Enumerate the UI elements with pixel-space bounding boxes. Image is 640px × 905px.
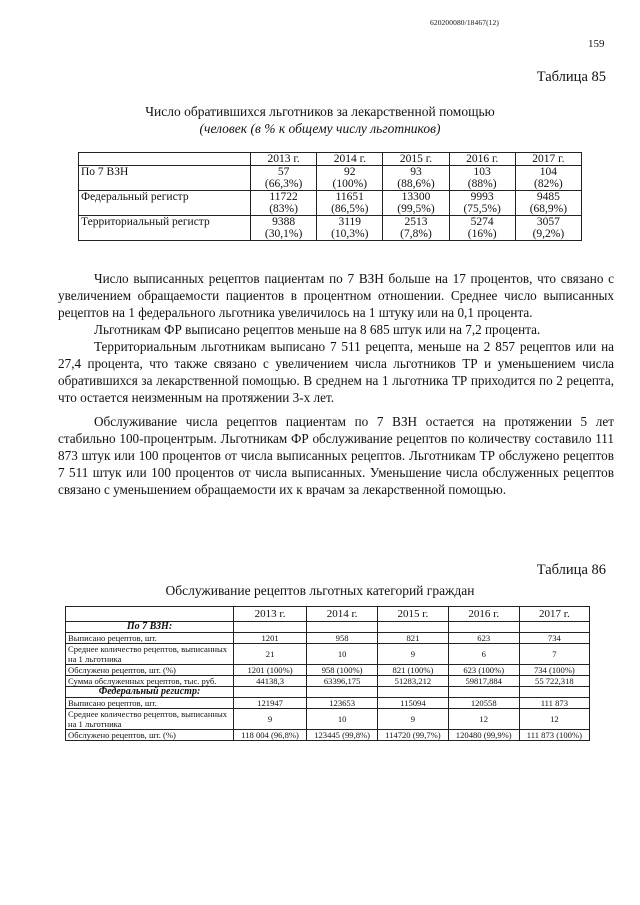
table-row [66,633,590,644]
data-cell: 10 [307,644,378,665]
section-row [66,622,590,633]
cell-value: 11651 [335,191,364,203]
table-row [79,216,582,241]
table-row [79,166,582,191]
data-cell [383,191,449,216]
cell-value: 3057 [536,216,560,228]
cell-percent: (88%) [467,178,497,190]
table-86-corner-cell [66,607,234,622]
data-cell: 63396,175 [307,676,378,687]
table-86-header-row [66,607,590,622]
table-86-title: Обслуживание рецептов льготных категорий граждан [165,583,475,598]
table-85-subtitle: (человек (в % к общему числу льготников) [199,121,441,136]
paragraph: Число выписанных рецептов пациентам по 7 ВЗН больше на 17 процентов, что связано с увеличением обращаемости пациентов в процентном отношении. Среднее число выписанных рецептов на 1 федерального льготника увеличилось на 1 штуку или на 0,1 процента. [58,271,614,320]
data-cell: 111 873 [519,698,589,709]
data-cell: 44138,3 [234,676,307,687]
cell-value: 92 [344,166,356,178]
data-cell: 821 (100%) [378,665,449,676]
row-label: Выписано рецептов, шт. [66,698,234,709]
cell-value: 9485 [536,191,560,203]
cell-percent: (100%) [332,178,368,190]
row-label: По 7 ВЗН [79,166,251,191]
table-row [66,644,590,665]
paragraph: Территориальным льготникам выписано 7 511 рецепта, меньше на 2 857 рецептов или на 27,4 процента, что также связано с увеличением числа льготников ТР и уменьшением числа обратившихся за лекарственной помощью. В среднем на 1 льготника ТР приходится по 2 рецепта, что остается неизменным на протяжении 3-х лет. [58,339,614,405]
data-cell: 21 [234,644,307,665]
table-row [66,698,590,709]
table-86 [65,606,590,741]
data-cell [449,216,515,241]
cell-percent: (7,8%) [400,228,432,240]
cell-percent: (88,6%) [397,178,435,190]
year-header: 2017 г. [515,153,581,166]
cell-percent: (66,3%) [264,178,303,190]
data-cell: 7 [519,644,589,665]
data-cell: 12 [448,709,519,730]
cell-value: 93 [410,166,422,178]
row-label: Среднее количество рецептов, выписанных на 1 льготника [66,709,234,730]
cell-percent: (16%) [467,228,497,240]
row-label: Выписано рецептов, шт. [66,633,234,644]
year-header: 2014 г. [307,607,378,622]
paragraph: Льготникам ФР выписано рецептов меньше на 8 685 штук или на 7,2 процента. [94,322,541,337]
data-cell: 6 [448,644,519,665]
cell-value: 9388 [272,216,296,228]
data-cell: 623 (100%) [448,665,519,676]
row-label: Сумма обслуженных рецептов, тыс. руб. [66,676,234,687]
table-row [66,665,590,676]
data-cell: 111 873 (100%) [519,730,589,741]
page-number: 159 [588,38,605,50]
data-cell [449,191,515,216]
data-cell [317,166,383,191]
cell-percent: (83%) [269,203,298,215]
table-row [66,730,590,741]
cell-percent: (9,2%) [532,228,565,240]
data-cell: 120558 [448,698,519,709]
cell-value: 57 [277,166,290,178]
table-row [79,191,582,216]
section-row [66,687,590,698]
data-cell: 1201 [234,633,307,644]
cell-value: 13300 [401,191,431,203]
row-label: Федеральный регистр [79,191,251,216]
table-row [66,676,590,687]
row-label: Территориальный регистр [79,216,251,241]
table-85-corner-cell [79,153,251,166]
cell-percent: (75,5%) [463,203,501,215]
data-cell [317,216,383,241]
table-85 [78,152,582,241]
table-86-label: Таблица 86 [536,562,606,578]
table-85-title: Число обратившихся льготников за лекарственной помощью [145,104,495,119]
table-row [66,709,590,730]
paragraph: Обслуживание числа рецептов пациентам по 7 ВЗН остается на протяжении 5 лет стабильно 100-процентрым. Льготникам ФР обслуживание рецептов по количеству составило 111 873 штук или 100 процентов от числа выписанных рецептов. Льготникам ТР обслужено рецептов 7 511 штук или 100 процентов от числа выписанных. Уменьшение числа обслуженных рецептов связано с уменьшением обращаемости их к врачам за лекарственной помощью. [58,414,614,497]
data-cell [515,191,581,216]
year-header: 2017 г. [519,607,589,622]
data-cell [251,191,317,216]
data-cell: 821 [378,633,449,644]
cell-percent: (30,1%) [264,228,303,240]
data-cell: 734 (100%) [519,665,589,676]
data-cell: 10 [307,709,378,730]
data-cell: 1201 (100%) [234,665,307,676]
document-id: 620200080/18467(12) [430,18,499,27]
cell-value: 3119 [338,216,362,228]
row-label: Обслужено рецептов, шт. (%) [66,730,234,741]
cell-value: 9993 [470,191,494,203]
data-cell [449,166,515,191]
section-title: Федеральный регистр: [66,687,234,698]
data-cell: 120480 (99,9%) [448,730,519,741]
year-header: 2015 г. [383,153,449,166]
row-label: Среднее количество рецептов, выписанных на 1 льготника [66,644,234,665]
cell-value: 104 [539,166,557,178]
cell-value: 2513 [404,216,428,228]
data-cell: 9 [378,644,449,665]
data-cell: 118 004 (96,8%) [234,730,307,741]
year-header: 2013 г. [234,607,307,622]
data-cell [251,216,317,241]
data-cell: 114720 (99,7%) [378,730,449,741]
year-header: 2014 г. [317,153,383,166]
data-cell: 9 [378,709,449,730]
data-cell: 55 722,318 [519,676,589,687]
data-cell [383,166,449,191]
data-cell: 734 [519,633,589,644]
cell-percent: (68,9%) [529,203,568,215]
data-cell: 115094 [378,698,449,709]
row-label: Обслужено рецептов, шт. (%) [66,665,234,676]
data-cell: 123445 (99,8%) [307,730,378,741]
table-85-header-row [79,153,582,166]
data-cell: 958 [307,633,378,644]
cell-percent: (99,5%) [397,203,435,215]
year-header: 2013 г. [251,153,317,166]
section-title: По 7 ВЗН: [66,622,234,633]
data-cell [251,166,317,191]
data-cell: 51283,212 [378,676,449,687]
data-cell: 623 [448,633,519,644]
data-cell: 12 [519,709,589,730]
data-cell [317,191,383,216]
year-header: 2016 г. [449,153,515,166]
cell-percent: (86,5%) [331,203,369,215]
cell-percent: (10,3%) [331,228,369,240]
table-85-label: Таблица 85 [536,69,606,85]
data-cell [515,166,581,191]
data-cell [515,216,581,241]
year-header: 2015 г. [378,607,449,622]
data-cell: 958 (100%) [307,665,378,676]
cell-percent: (82%) [534,178,563,190]
data-cell: 121947 [234,698,307,709]
cell-value: 103 [473,166,491,178]
data-cell: 123653 [307,698,378,709]
cell-value: 11722 [269,191,298,203]
cell-value: 5274 [470,216,494,228]
data-cell [383,216,449,241]
data-cell: 59817,884 [448,676,519,687]
year-header: 2016 г. [448,607,519,622]
data-cell: 9 [234,709,307,730]
body-text [58,270,614,498]
